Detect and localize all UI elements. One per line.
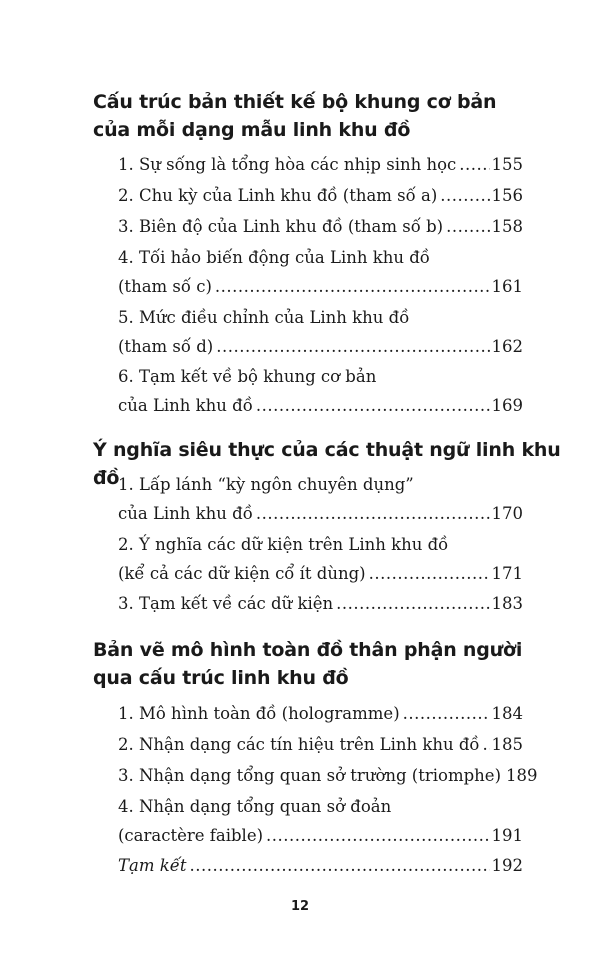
entry-title: Tạm kết <box>118 856 187 875</box>
toc-entry[interactable] <box>118 303 523 361</box>
entry-title-cont: (tham số d) <box>118 337 214 356</box>
entry-title-cont: (tham số c) <box>118 277 212 296</box>
dot-leader <box>459 150 489 179</box>
entry-title-cont: (caractère faible) <box>118 826 264 845</box>
entry-title: 1. Lấp lánh “kỳ ngôn chuyên dụng” <box>118 475 414 494</box>
page-ref: 161 <box>491 277 523 296</box>
toc-entry[interactable] <box>118 761 538 790</box>
page-ref: 156 <box>491 186 523 205</box>
dot-leader <box>256 499 490 528</box>
entry-title: 5. Mức điều chỉnh của Linh khu đồ <box>118 308 410 327</box>
section-title-1 <box>93 88 533 144</box>
entry-title: 1. Sự sống là tổng hòa các nhịp sinh học <box>118 155 457 174</box>
dot-leader <box>256 391 490 420</box>
dot-leader <box>266 821 489 850</box>
toc-entry[interactable] <box>118 150 523 179</box>
entry-title-cont: của Linh khu đồ <box>118 396 253 415</box>
page-ref: 189 <box>506 766 538 785</box>
toc-entry[interactable] <box>118 470 523 528</box>
toc-entry[interactable] <box>118 243 523 301</box>
toc-entry[interactable] <box>118 699 523 728</box>
dot-leader <box>215 272 490 301</box>
entry-title: 3. Tạm kết về các dữ kiện <box>118 594 334 613</box>
toc-entry[interactable] <box>118 792 523 850</box>
toc-entry[interactable] <box>118 730 523 759</box>
dot-leader <box>440 181 489 210</box>
toc-entry[interactable] <box>118 181 523 210</box>
dot-leader <box>336 589 489 618</box>
dot-leader <box>216 332 489 361</box>
page-ref: 171 <box>491 564 523 583</box>
entry-title-cont: của Linh khu đồ <box>118 504 253 523</box>
section-title-line: Bản vẽ mô hình toàn đồ thân phận người <box>93 639 523 661</box>
page-ref: 155 <box>491 155 523 174</box>
page-number: 12 <box>290 899 310 914</box>
entry-title: 3. Biên độ của Linh khu đồ (tham số b) <box>118 217 444 236</box>
page-ref: 170 <box>491 504 523 523</box>
page-ref: 162 <box>491 337 523 356</box>
entry-title-cont: (kể cả các dữ kiện cổ ít dùng) <box>118 564 366 583</box>
section-title-line: qua cấu trúc linh khu đồ <box>93 667 349 689</box>
section-title-line: của mỗi dạng mẫu linh khu đồ <box>93 119 411 141</box>
entry-title: 2. Ý nghĩa các dữ kiện trên Linh khu đồ <box>118 535 449 554</box>
dot-leader <box>446 212 489 241</box>
page-ref: 158 <box>491 217 523 236</box>
toc-entry[interactable] <box>118 589 523 618</box>
entry-title: 2. Nhận dạng các tín hiệu trên Linh khu đồ <box>118 735 480 754</box>
toc-entry[interactable] <box>118 362 523 420</box>
entry-title: 1. Mô hình toàn đồ (hologramme) <box>118 704 400 723</box>
entry-title: 4. Nhận dạng tổng quan sở đoản <box>118 797 392 816</box>
toc-entry[interactable] <box>118 851 523 880</box>
page-ref: 169 <box>491 396 523 415</box>
dot-leader <box>483 730 490 759</box>
section-title-line: Cấu trúc bản thiết kế bộ khung cơ bản <box>93 91 497 113</box>
dot-leader <box>369 559 490 588</box>
dot-leader <box>403 699 490 728</box>
entry-title: 2. Chu kỳ của Linh khu đồ (tham số a) <box>118 186 438 205</box>
toc-entry[interactable] <box>118 530 523 588</box>
entry-title: 3. Nhận dạng tổng quan sở trường (triomphe) <box>118 766 502 785</box>
entry-title: 6. Tạm kết về bộ khung cơ bản <box>118 367 377 386</box>
page-ref: 191 <box>491 826 523 845</box>
section-title-3 <box>93 636 533 692</box>
page-ref: 185 <box>491 735 523 754</box>
dot-leader <box>190 851 490 880</box>
toc-entry[interactable] <box>118 212 523 241</box>
entry-title: 4. Tối hảo biến động của Linh khu đồ <box>118 248 430 267</box>
page-ref: 192 <box>491 856 523 875</box>
page-ref: 183 <box>491 594 523 613</box>
section-title-line: Ý nghĩa siêu thực của các thuật ngữ linh khu đồ <box>93 439 561 489</box>
page-ref: 184 <box>491 704 523 723</box>
